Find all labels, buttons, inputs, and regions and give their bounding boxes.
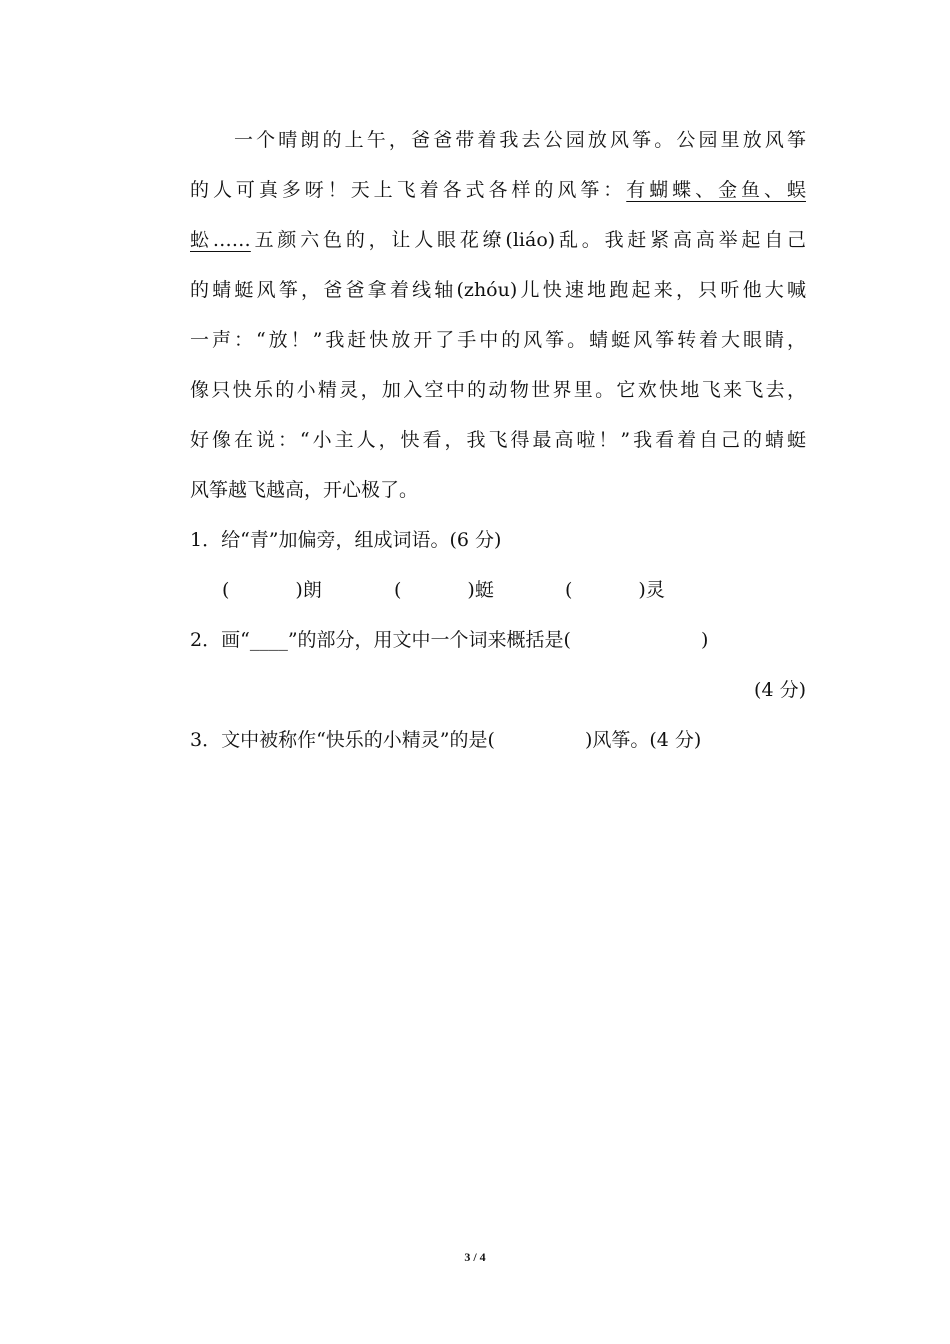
q1-word-2-close: )蜓 <box>467 579 494 601</box>
q1-word-3 <box>565 578 665 602</box>
passage-line-3 <box>190 228 806 252</box>
q1-word-2-open: ( <box>394 579 402 601</box>
question-2-score: (4 分) <box>754 679 806 701</box>
question-2 <box>190 628 806 652</box>
page-number: 3 / 4 <box>464 1250 486 1264</box>
q1-word-1-open: ( <box>222 579 230 601</box>
q1-word-1 <box>222 578 322 602</box>
question-2-close: ) <box>700 629 709 651</box>
passage-line-1: 一个晴朗的上午，爸爸带着我去公园放风筝。公园里放风筝 <box>234 129 806 151</box>
passage-line-7: 好像在说：“小主人，快看，我飞得最高啦！”我看着自己的蜻蜓 <box>190 429 806 451</box>
passage-line-8: 风筝越飞越高，开心极了。 <box>190 479 419 501</box>
question-3-text: 3．文中被称作“快乐的小精灵”的是( <box>190 729 495 751</box>
passage-line-2-text: 的人可真多呀！天上飞着各式各样的风筝： <box>190 179 627 201</box>
passage-line-5: 一声：“放！”我赶快放开了手中的风筝。蜻蜓风筝转着大眼睛， <box>190 329 806 351</box>
underlined-phrase-part-2: 蚣…… <box>190 229 251 251</box>
question-2-blank-marker: ____ <box>249 629 288 651</box>
question-2-text: ”的部分，用文中一个词来概括是( <box>287 629 571 651</box>
question-2-prefix: 2．画“ <box>190 629 250 651</box>
question-3 <box>190 728 806 752</box>
q1-word-3-open: ( <box>565 579 573 601</box>
q1-word-3-close: )灵 <box>638 579 665 601</box>
underlined-phrase-part-1: 有蝴蝶、金鱼、蜈 <box>626 179 806 201</box>
q1-word-2 <box>394 578 494 602</box>
question-1: 1．给“青”加偏旁，组成词语。(6 分) <box>190 529 502 551</box>
passage-line-4: 的蜻蜓风筝，爸爸拿着线轴(zhóu)儿快速地跑起来，只听他大喊 <box>190 279 806 301</box>
question-3-suffix: )风筝。(4 分) <box>584 729 702 751</box>
q1-word-1-close: )朗 <box>295 579 322 601</box>
passage-line-6: 像只快乐的小精灵，加入空中的动物世界里。它欢快地飞来飞去， <box>190 379 806 401</box>
passage-line-2 <box>190 178 806 202</box>
passage-line-3-text: 五颜六色的，让人眼花缭(liáo)乱。我赶紧高高举起自己 <box>250 229 806 251</box>
